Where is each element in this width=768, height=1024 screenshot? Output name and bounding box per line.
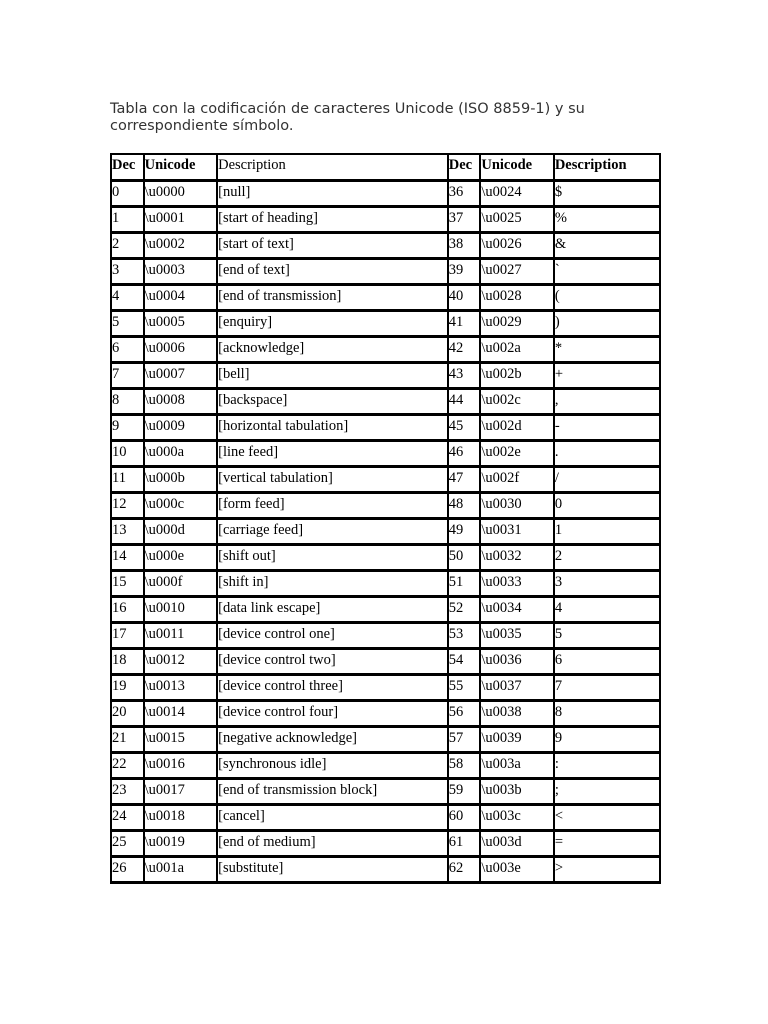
cell-dec-2: 48 bbox=[448, 493, 481, 519]
cell-dec: 13 bbox=[111, 519, 144, 545]
cell-unicode: \u0007 bbox=[144, 363, 217, 389]
intro-paragraph: Tabla con la codificación de caracteres Unicode (ISO 8859-1) y su correspondiente símbolo. bbox=[110, 100, 585, 134]
cell-unicode-2: \u003e bbox=[480, 857, 553, 883]
cell-unicode-2: \u0026 bbox=[480, 233, 553, 259]
cell-description: [acknowledge] bbox=[217, 337, 448, 363]
cell-unicode-2: \u0032 bbox=[480, 545, 553, 571]
table-row bbox=[111, 727, 660, 753]
cell-description: [horizontal tabulation] bbox=[217, 415, 448, 441]
cell-symbol: * bbox=[554, 337, 660, 363]
cell-unicode-2: \u0031 bbox=[480, 519, 553, 545]
cell-description: [form feed] bbox=[217, 493, 448, 519]
cell-description: [synchronous idle] bbox=[217, 753, 448, 779]
cell-unicode: \u000c bbox=[144, 493, 217, 519]
table-row bbox=[111, 779, 660, 805]
cell-dec-2: 47 bbox=[448, 467, 481, 493]
cell-unicode-2: \u0033 bbox=[480, 571, 553, 597]
cell-description: [vertical tabulation] bbox=[217, 467, 448, 493]
cell-symbol: ` bbox=[554, 259, 660, 285]
cell-dec: 1 bbox=[111, 207, 144, 233]
cell-unicode-2: \u002a bbox=[480, 337, 553, 363]
cell-dec: 16 bbox=[111, 597, 144, 623]
cell-dec-2: 46 bbox=[448, 441, 481, 467]
table-row bbox=[111, 337, 660, 363]
cell-unicode-2: \u0034 bbox=[480, 597, 553, 623]
table-row bbox=[111, 233, 660, 259]
cell-unicode: \u0009 bbox=[144, 415, 217, 441]
cell-unicode-2: \u0036 bbox=[480, 649, 553, 675]
cell-description: [substitute] bbox=[217, 857, 448, 883]
cell-dec: 26 bbox=[111, 857, 144, 883]
cell-dec-2: 43 bbox=[448, 363, 481, 389]
cell-dec-2: 59 bbox=[448, 779, 481, 805]
cell-unicode: \u0008 bbox=[144, 389, 217, 415]
cell-unicode: \u0013 bbox=[144, 675, 217, 701]
cell-symbol: % bbox=[554, 207, 660, 233]
table-header-row bbox=[111, 154, 660, 181]
cell-description: [line feed] bbox=[217, 441, 448, 467]
cell-dec: 5 bbox=[111, 311, 144, 337]
table-row bbox=[111, 831, 660, 857]
cell-unicode-2: \u003a bbox=[480, 753, 553, 779]
table-row bbox=[111, 649, 660, 675]
cell-dec: 20 bbox=[111, 701, 144, 727]
cell-dec-2: 54 bbox=[448, 649, 481, 675]
cell-unicode-2: \u002b bbox=[480, 363, 553, 389]
header-unicode: Unicode bbox=[144, 154, 217, 181]
cell-dec: 15 bbox=[111, 571, 144, 597]
cell-description: [device control two] bbox=[217, 649, 448, 675]
cell-unicode: \u0012 bbox=[144, 649, 217, 675]
cell-unicode: \u0016 bbox=[144, 753, 217, 779]
cell-unicode: \u000f bbox=[144, 571, 217, 597]
cell-dec: 18 bbox=[111, 649, 144, 675]
header-description-2: Description bbox=[554, 154, 660, 181]
cell-dec-2: 58 bbox=[448, 753, 481, 779]
cell-symbol: 8 bbox=[554, 701, 660, 727]
cell-description: [enquiry] bbox=[217, 311, 448, 337]
cell-dec: 25 bbox=[111, 831, 144, 857]
cell-dec-2: 38 bbox=[448, 233, 481, 259]
table-row bbox=[111, 545, 660, 571]
cell-unicode: \u0003 bbox=[144, 259, 217, 285]
cell-unicode-2: \u0028 bbox=[480, 285, 553, 311]
cell-dec: 21 bbox=[111, 727, 144, 753]
cell-symbol: ( bbox=[554, 285, 660, 311]
table-row bbox=[111, 415, 660, 441]
cell-dec-2: 61 bbox=[448, 831, 481, 857]
cell-dec-2: 53 bbox=[448, 623, 481, 649]
cell-unicode-2: \u002d bbox=[480, 415, 553, 441]
table-row bbox=[111, 519, 660, 545]
cell-dec: 4 bbox=[111, 285, 144, 311]
cell-symbol: 6 bbox=[554, 649, 660, 675]
cell-description: [shift out] bbox=[217, 545, 448, 571]
cell-symbol: 4 bbox=[554, 597, 660, 623]
cell-symbol: , bbox=[554, 389, 660, 415]
header-description: Description bbox=[217, 154, 448, 181]
cell-symbol: + bbox=[554, 363, 660, 389]
cell-dec: 19 bbox=[111, 675, 144, 701]
cell-unicode-2: \u003b bbox=[480, 779, 553, 805]
cell-unicode: \u0005 bbox=[144, 311, 217, 337]
table-row bbox=[111, 571, 660, 597]
cell-unicode: \u000a bbox=[144, 441, 217, 467]
cell-description: [bell] bbox=[217, 363, 448, 389]
cell-unicode: \u0014 bbox=[144, 701, 217, 727]
cell-dec: 3 bbox=[111, 259, 144, 285]
cell-unicode-2: \u0024 bbox=[480, 181, 553, 207]
cell-dec: 12 bbox=[111, 493, 144, 519]
cell-dec-2: 52 bbox=[448, 597, 481, 623]
table-body bbox=[111, 181, 660, 883]
cell-dec-2: 55 bbox=[448, 675, 481, 701]
cell-dec: 11 bbox=[111, 467, 144, 493]
cell-description: [end of transmission] bbox=[217, 285, 448, 311]
table-row bbox=[111, 285, 660, 311]
cell-symbol: 1 bbox=[554, 519, 660, 545]
cell-dec-2: 60 bbox=[448, 805, 481, 831]
table-row bbox=[111, 623, 660, 649]
cell-description: [backspace] bbox=[217, 389, 448, 415]
cell-dec: 9 bbox=[111, 415, 144, 441]
cell-dec-2: 49 bbox=[448, 519, 481, 545]
cell-dec-2: 39 bbox=[448, 259, 481, 285]
header-dec: Dec bbox=[111, 154, 144, 181]
cell-dec: 6 bbox=[111, 337, 144, 363]
cell-description: [shift in] bbox=[217, 571, 448, 597]
unicode-table bbox=[110, 153, 661, 884]
cell-dec: 22 bbox=[111, 753, 144, 779]
cell-dec: 14 bbox=[111, 545, 144, 571]
table-row bbox=[111, 857, 660, 883]
cell-dec-2: 41 bbox=[448, 311, 481, 337]
table-row bbox=[111, 675, 660, 701]
cell-symbol: . bbox=[554, 441, 660, 467]
cell-description: [null] bbox=[217, 181, 448, 207]
cell-symbol: - bbox=[554, 415, 660, 441]
cell-unicode: \u0002 bbox=[144, 233, 217, 259]
cell-symbol: : bbox=[554, 753, 660, 779]
cell-description: [end of text] bbox=[217, 259, 448, 285]
cell-dec-2: 42 bbox=[448, 337, 481, 363]
cell-dec: 24 bbox=[111, 805, 144, 831]
cell-unicode-2: \u0025 bbox=[480, 207, 553, 233]
cell-description: [end of transmission block] bbox=[217, 779, 448, 805]
cell-description: [device control one] bbox=[217, 623, 448, 649]
cell-symbol: & bbox=[554, 233, 660, 259]
cell-symbol: > bbox=[554, 857, 660, 883]
cell-description: [negative acknowledge] bbox=[217, 727, 448, 753]
table-row bbox=[111, 389, 660, 415]
cell-description: [carriage feed] bbox=[217, 519, 448, 545]
cell-symbol: / bbox=[554, 467, 660, 493]
cell-symbol: 7 bbox=[554, 675, 660, 701]
table-row bbox=[111, 805, 660, 831]
cell-unicode-2: \u0030 bbox=[480, 493, 553, 519]
cell-symbol: 5 bbox=[554, 623, 660, 649]
cell-symbol: < bbox=[554, 805, 660, 831]
cell-dec: 7 bbox=[111, 363, 144, 389]
cell-dec-2: 50 bbox=[448, 545, 481, 571]
cell-unicode-2: \u003c bbox=[480, 805, 553, 831]
cell-description: [end of medium] bbox=[217, 831, 448, 857]
cell-unicode-2: \u0029 bbox=[480, 311, 553, 337]
cell-dec-2: 57 bbox=[448, 727, 481, 753]
cell-description: [start of text] bbox=[217, 233, 448, 259]
cell-unicode-2: \u0039 bbox=[480, 727, 553, 753]
cell-unicode: \u0018 bbox=[144, 805, 217, 831]
table-row bbox=[111, 259, 660, 285]
table-row bbox=[111, 181, 660, 207]
cell-dec-2: 40 bbox=[448, 285, 481, 311]
cell-symbol: ; bbox=[554, 779, 660, 805]
table-row bbox=[111, 493, 660, 519]
cell-unicode: \u0004 bbox=[144, 285, 217, 311]
cell-dec: 10 bbox=[111, 441, 144, 467]
cell-symbol: = bbox=[554, 831, 660, 857]
cell-unicode-2: \u0027 bbox=[480, 259, 553, 285]
cell-symbol: 3 bbox=[554, 571, 660, 597]
cell-dec: 8 bbox=[111, 389, 144, 415]
cell-dec: 17 bbox=[111, 623, 144, 649]
cell-dec-2: 56 bbox=[448, 701, 481, 727]
cell-description: [device control four] bbox=[217, 701, 448, 727]
cell-unicode: \u0019 bbox=[144, 831, 217, 857]
cell-dec-2: 45 bbox=[448, 415, 481, 441]
cell-unicode-2: \u0037 bbox=[480, 675, 553, 701]
cell-unicode-2: \u0035 bbox=[480, 623, 553, 649]
cell-symbol: ) bbox=[554, 311, 660, 337]
header-dec-2: Dec bbox=[448, 154, 481, 181]
cell-symbol: 0 bbox=[554, 493, 660, 519]
cell-unicode-2: \u0038 bbox=[480, 701, 553, 727]
cell-dec: 23 bbox=[111, 779, 144, 805]
cell-unicode: \u001a bbox=[144, 857, 217, 883]
cell-unicode: \u0011 bbox=[144, 623, 217, 649]
cell-symbol: 9 bbox=[554, 727, 660, 753]
cell-unicode: \u000e bbox=[144, 545, 217, 571]
table-row bbox=[111, 597, 660, 623]
cell-dec-2: 62 bbox=[448, 857, 481, 883]
cell-dec-2: 37 bbox=[448, 207, 481, 233]
cell-unicode: \u0017 bbox=[144, 779, 217, 805]
cell-unicode-2: \u002c bbox=[480, 389, 553, 415]
cell-unicode: \u0006 bbox=[144, 337, 217, 363]
table-row bbox=[111, 363, 660, 389]
header-unicode-2: Unicode bbox=[480, 154, 553, 181]
cell-symbol: $ bbox=[554, 181, 660, 207]
cell-unicode: \u0000 bbox=[144, 181, 217, 207]
cell-unicode-2: \u002e bbox=[480, 441, 553, 467]
table-row bbox=[111, 207, 660, 233]
cell-unicode: \u0001 bbox=[144, 207, 217, 233]
cell-dec-2: 51 bbox=[448, 571, 481, 597]
table-row bbox=[111, 753, 660, 779]
table-row bbox=[111, 467, 660, 493]
cell-unicode: \u0010 bbox=[144, 597, 217, 623]
cell-unicode-2: \u002f bbox=[480, 467, 553, 493]
cell-unicode-2: \u003d bbox=[480, 831, 553, 857]
cell-dec: 2 bbox=[111, 233, 144, 259]
cell-unicode: \u0015 bbox=[144, 727, 217, 753]
cell-dec-2: 44 bbox=[448, 389, 481, 415]
cell-description: [data link escape] bbox=[217, 597, 448, 623]
cell-description: [start of heading] bbox=[217, 207, 448, 233]
cell-description: [cancel] bbox=[217, 805, 448, 831]
cell-symbol: 2 bbox=[554, 545, 660, 571]
cell-unicode: \u000b bbox=[144, 467, 217, 493]
cell-unicode: \u000d bbox=[144, 519, 217, 545]
cell-description: [device control three] bbox=[217, 675, 448, 701]
table-row bbox=[111, 441, 660, 467]
cell-dec: 0 bbox=[111, 181, 144, 207]
table-row bbox=[111, 311, 660, 337]
cell-dec-2: 36 bbox=[448, 181, 481, 207]
table-row bbox=[111, 701, 660, 727]
